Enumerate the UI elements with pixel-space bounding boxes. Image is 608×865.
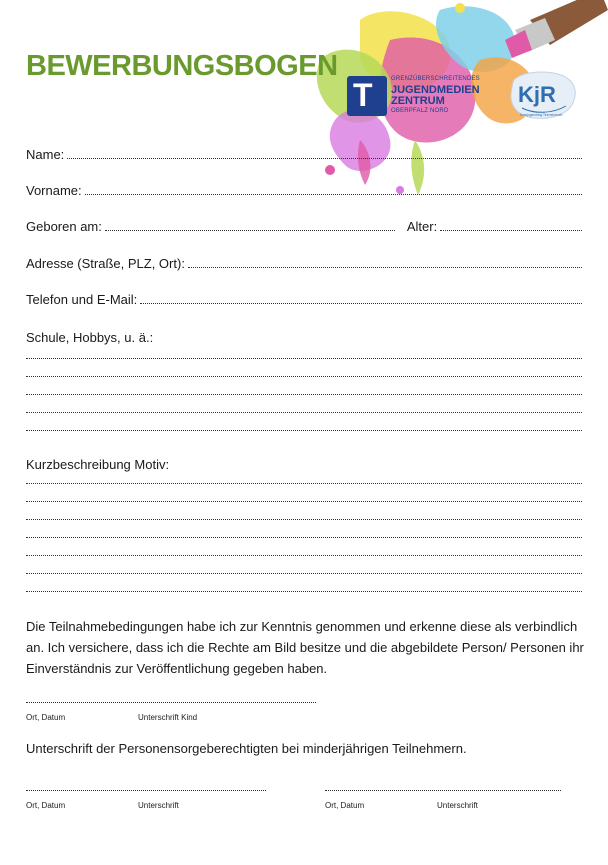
geboren-label: Geboren am: [26,219,102,234]
name-label: Name: [26,147,65,162]
jmz-logo-line1: GRENZÜBERSCHREITENDES [391,76,480,82]
schule-label: Schule, Hobbys, u. ä.: [26,330,154,345]
telefon-label: Telefon und E-Mail: [26,292,138,307]
name-field[interactable] [67,157,582,159]
geboren-field[interactable] [105,229,395,231]
alter-label: Alter: [406,219,438,234]
motiv-label: Kurzbeschreibung Motiv: [26,457,170,472]
telefon-field[interactable] [140,302,582,304]
motiv-line[interactable] [26,519,582,520]
motiv-line[interactable] [26,483,582,484]
page-title: BEWERBUNGSBOGEN [26,50,338,82]
vorname-label: Vorname: [26,183,82,198]
vorname-field[interactable] [85,193,582,195]
jmz-logo-line3: ZENTRUM [391,95,445,107]
guardian-signature-line-1[interactable] [26,790,266,791]
schule-line[interactable] [26,394,582,395]
name-row [26,147,582,162]
jugendmedienzentrum-logo [347,76,487,120]
motiv-line[interactable] [26,537,582,538]
ort-datum-label: Ort, Datum [26,713,66,722]
schule-line[interactable] [26,412,582,413]
telefon-row [26,292,582,307]
schule-line[interactable] [26,430,582,431]
motiv-line[interactable] [26,501,582,502]
jmz-logo-line2: JUGENDMEDIEN [391,84,480,96]
kjr-logo-mark: KjR [518,82,556,107]
motiv-line[interactable] [26,555,582,556]
schule-line[interactable] [26,376,582,377]
child-signature-line[interactable] [26,702,316,703]
motiv-line[interactable] [26,573,582,574]
jmz-logo-mark: T [347,76,387,116]
unterschrift-kind-label: Unterschrift Kind [138,713,198,722]
schule-line[interactable] [26,358,582,359]
motiv-line[interactable] [26,591,582,592]
adresse-field[interactable] [188,266,582,268]
kjr-logo-subtitle: Kreisjugendring Tirschenreuth [520,113,563,117]
ort-datum-label-3: Ort, Datum [325,801,365,810]
jmz-logo-line4: OBERPFALZ NORD [391,108,449,114]
alter-field[interactable] [440,229,582,231]
guardian-signature-text: Unterschrift der Personensorgeberechtigten bei minderjährigen Teilnehmern. [26,741,467,756]
guardian-signature-line-2[interactable] [325,790,561,791]
geboren-row [26,219,582,234]
ort-datum-label-2: Ort, Datum [26,801,66,810]
unterschrift-label-3: Unterschrift [437,801,478,810]
unterschrift-label-2: Unterschrift [138,801,179,810]
consent-paragraph: Die Teilnahmebedingungen habe ich zur Kenntnis genommen und erkenne diese als verbindlich an. Ich versichere, dass ich die Rechte am Bild besitze und die abgebildete Person/ Personen ihr Einverständnis zur Veröffentlichung gegeben haben. [26,619,584,676]
vorname-row [26,183,582,198]
adresse-label: Adresse (Straße, PLZ, Ort): [26,256,185,271]
kjr-logo [508,70,580,122]
adresse-row [26,256,582,271]
